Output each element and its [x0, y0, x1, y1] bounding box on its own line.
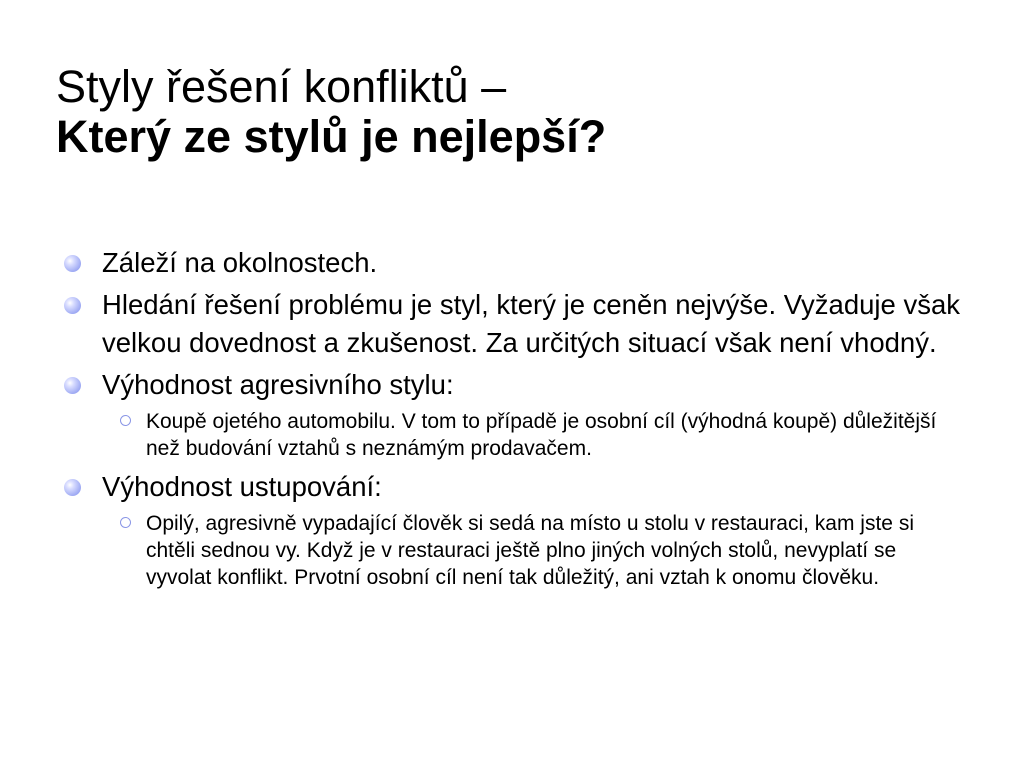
title-line-1: Styly řešení konfliktů –	[56, 61, 507, 112]
sub-bullet-circle-icon	[120, 517, 131, 528]
bullet-text: Záleží na okolnostech.	[102, 247, 378, 278]
bullet-dot-icon	[64, 255, 81, 272]
sub-bullet-circle-icon	[120, 415, 131, 426]
bullet-item-4	[64, 468, 964, 591]
slide-title	[56, 62, 976, 162]
sub-bullet-text: Opilý, agresivně vypadající člověk si sedá na místo u stolu v restauraci, kam jste si chtěli sednou vy. Když je v restauraci ještě plno jiných volných stolů, nevyplatí se vyvolat konflikt. Prvotní osobní cíl není tak důležitý, ani vztah k onomu člověku.	[146, 512, 914, 589]
bullet-dot-icon	[64, 479, 81, 496]
bullet-item-3	[64, 366, 964, 462]
sub-bullet-item	[102, 510, 964, 591]
bullet-dot-icon	[64, 377, 81, 394]
sub-bullet-item	[102, 408, 964, 462]
title-line-2: Který ze stylů je nejlepší?	[56, 111, 607, 162]
bullet-dot-icon	[64, 297, 81, 314]
sub-bullet-list	[102, 408, 964, 462]
bullet-text: Výhodnost agresivního stylu:	[102, 369, 454, 400]
bullet-text: Výhodnost ustupování:	[102, 471, 382, 502]
bullet-item-2	[64, 286, 964, 362]
bullet-text: Hledání řešení problému je styl, který je ceněn nejvýše. Vyžaduje však velkou dovednost a zkušenost. Za určitých situací však není vhodný.	[102, 289, 961, 358]
bullet-list	[64, 244, 964, 597]
sub-bullet-list	[102, 510, 964, 591]
sub-bullet-text: Koupě ojetého automobilu. V tom to případě je osobní cíl (výhodná koupě) důležitější než budování vztahů s neznámým prodavačem.	[146, 410, 937, 460]
bullet-item-1	[64, 244, 964, 282]
